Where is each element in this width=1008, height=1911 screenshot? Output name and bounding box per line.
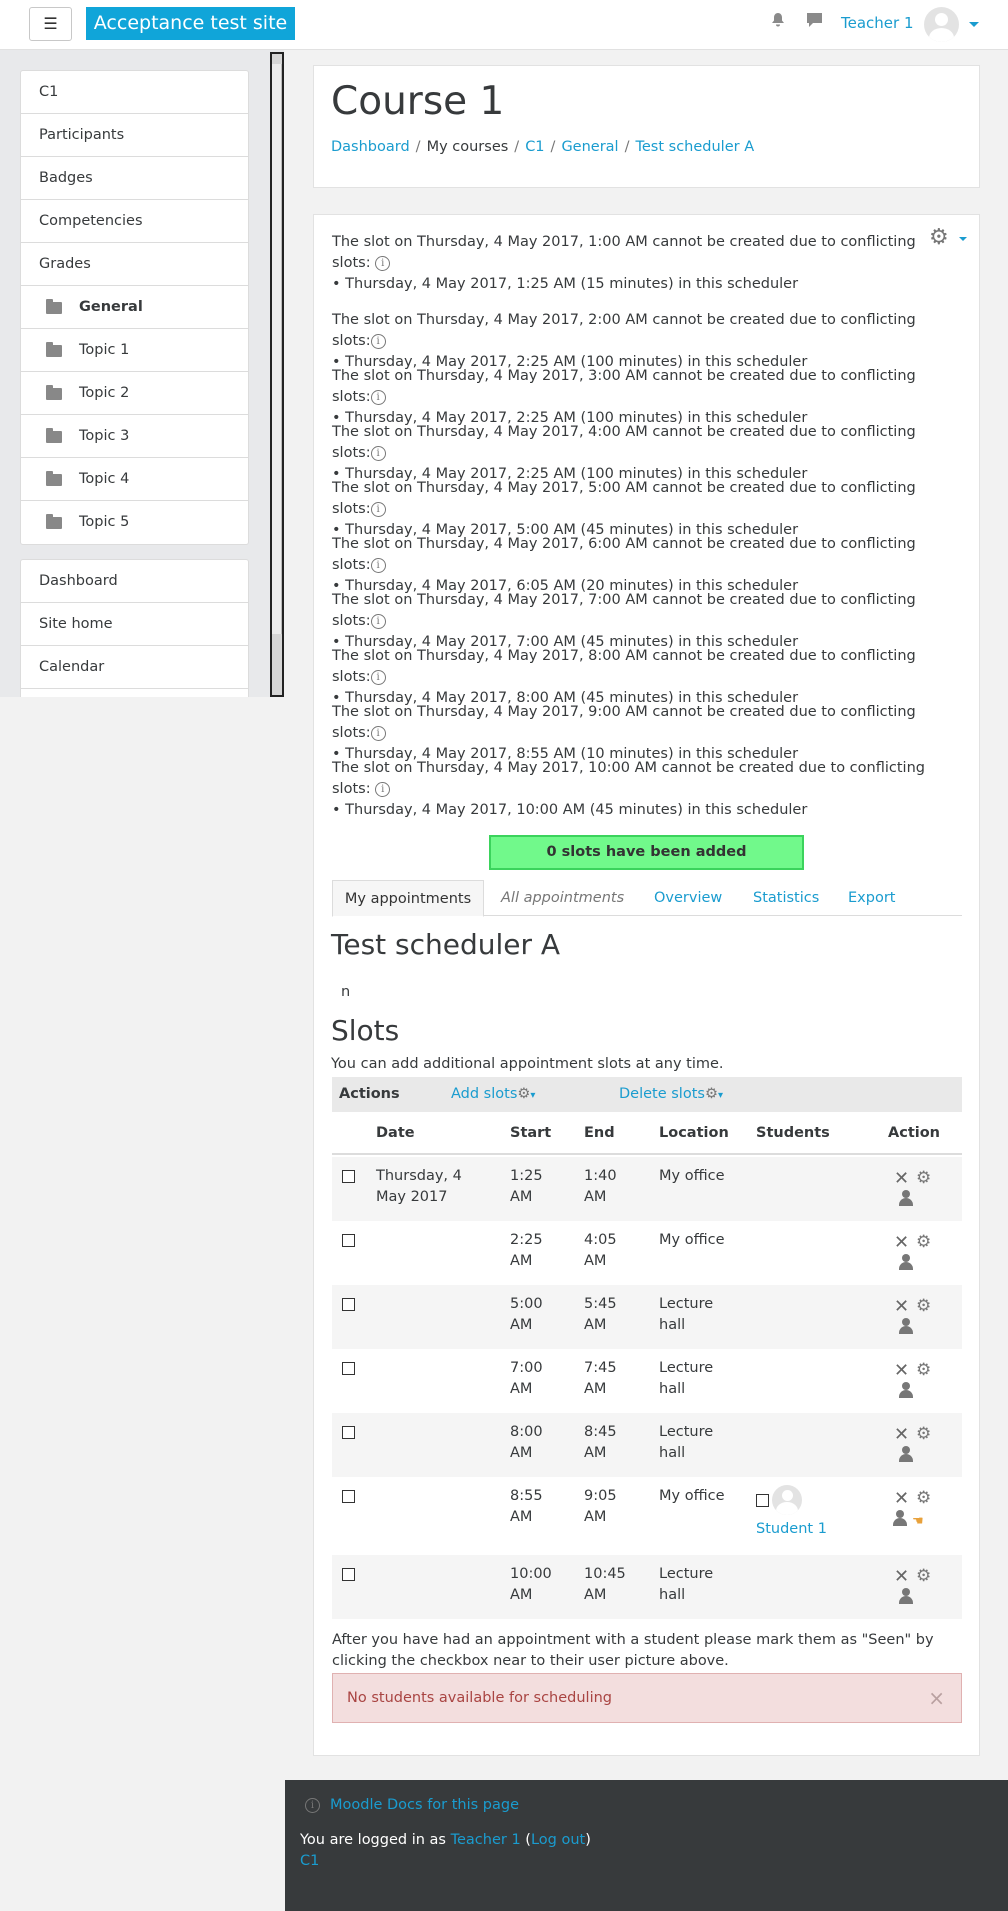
user-menu-name[interactable]: Teacher 1	[841, 14, 914, 32]
slot-checkbox[interactable]	[342, 1426, 355, 1439]
moodle-docs-link[interactable]: Moodle Docs for this page	[330, 1797, 520, 1813]
message-text: The slot on Thursday, 4 May 2017, 6:00 AM cannot be created due to conflicting slots:	[332, 536, 916, 573]
nav-item-topic-5[interactable]	[21, 501, 248, 544]
message-detail: • Thursday, 4 May 2017, 5:00 AM (45 minutes) in this scheduler	[332, 522, 799, 538]
message-detail: • Thursday, 4 May 2017, 1:25 AM (15 minutes) in this scheduler	[332, 276, 799, 292]
conflict-message	[332, 758, 952, 821]
slot-end: 7:45 AM	[584, 1360, 617, 1397]
col-start: Start	[510, 1125, 552, 1141]
slot-end: 4:05 AM	[584, 1232, 617, 1269]
slots-hint: You can add additional appointment slots at any time.	[331, 1056, 724, 1072]
message-text: The slot on Thursday, 4 May 2017, 9:00 AM cannot be created due to conflicting slots:	[332, 704, 916, 741]
assign-student-icon[interactable]	[898, 1190, 914, 1206]
info-icon[interactable]: i	[371, 390, 386, 405]
drawer-toggle-button[interactable]: ☰	[29, 7, 72, 41]
info-icon[interactable]: i	[371, 502, 386, 517]
conflict-message	[332, 366, 952, 429]
notification-icon[interactable]	[771, 12, 785, 32]
thumbs-down-icon[interactable]: ☚	[912, 1514, 924, 1529]
table-row	[332, 1221, 962, 1285]
slot-location: Lecture hall	[659, 1566, 714, 1603]
message-text: The slot on Thursday, 4 May 2017, 4:00 AM cannot be created due to conflicting slots:	[332, 424, 916, 461]
breadcrumb-dashboard[interactable]: Dashboard	[331, 139, 410, 155]
assign-student-icon[interactable]	[898, 1318, 914, 1334]
conflict-message	[332, 646, 952, 709]
site-name-link[interactable]: Acceptance test site	[86, 7, 295, 40]
slot-end: 8:45 AM	[584, 1424, 617, 1461]
slot-end: 10:45 AM	[584, 1566, 626, 1603]
breadcrumb-scheduler[interactable]: Test scheduler A	[635, 139, 755, 155]
table-row	[332, 1477, 962, 1555]
message-text: The slot on Thursday, 4 May 2017, 10:00 AM cannot be created due to conflicting slots:	[332, 760, 925, 797]
message-text: The slot on Thursday, 4 May 2017, 1:00 AM cannot be created due to conflicting slots:	[332, 234, 916, 271]
slot-location: Lecture hall	[659, 1360, 714, 1397]
success-notification: 0 slots have been added	[489, 835, 804, 870]
delete-slot-icon[interactable]: ✕	[894, 1360, 910, 1381]
actions-bar	[332, 1077, 962, 1112]
col-location: Location	[659, 1125, 729, 1141]
col-students: Students	[756, 1125, 830, 1141]
student-avatar[interactable]	[772, 1485, 802, 1515]
student-name-link[interactable]: Student 1	[756, 1521, 827, 1537]
slot-location: My office	[659, 1488, 725, 1504]
tab-overview[interactable]: Overview	[654, 890, 723, 906]
col-end: End	[584, 1125, 615, 1141]
nav-item-topic-4[interactable]	[21, 458, 248, 501]
breadcrumb: Dashboard / My courses / C1 / General / Test scheduler A	[331, 139, 755, 155]
after-appointment-note: After you have had an appointment with a student please mark them as "Seen" by clicking the checkbox near to their user picture above.	[332, 1632, 934, 1669]
table-header	[332, 1112, 962, 1155]
chevron-down-icon: ▾	[530, 1090, 536, 1101]
assign-student-icon[interactable]	[898, 1382, 914, 1398]
site-nav-block	[20, 559, 249, 697]
slot-date: Thursday, 4 May 2017	[376, 1168, 462, 1205]
info-icon[interactable]: i	[371, 446, 386, 461]
delete-slot-icon[interactable]: ✕	[894, 1566, 910, 1587]
nav-item-competencies[interactable]: Competencies	[21, 200, 248, 243]
message-detail: • Thursday, 4 May 2017, 8:55 AM (10 minutes) in this scheduler	[332, 746, 799, 762]
folder-icon	[46, 431, 62, 443]
edit-slot-gear-icon[interactable]: ⚙	[916, 1296, 932, 1316]
assign-student-icon[interactable]	[892, 1510, 908, 1526]
message-detail: • Thursday, 4 May 2017, 2:25 AM (100 minutes) in this scheduler	[332, 466, 808, 482]
scheduler-title: Test scheduler A	[331, 928, 561, 961]
tab-statistics[interactable]: Statistics	[753, 890, 820, 906]
no-students-alert	[332, 1673, 962, 1723]
message-detail: • Thursday, 4 May 2017, 2:25 AM (100 minutes) in this scheduler	[332, 354, 808, 370]
info-icon[interactable]: i	[371, 670, 386, 685]
folder-icon	[46, 474, 62, 486]
breadcrumb-my-courses: My courses	[426, 139, 509, 155]
slot-end: 5:45 AM	[584, 1296, 617, 1333]
table-row	[332, 1157, 962, 1221]
slot-end: 9:05 AM	[584, 1488, 617, 1525]
assign-student-icon[interactable]	[898, 1588, 914, 1604]
message-text: The slot on Thursday, 4 May 2017, 8:00 AM cannot be created due to conflicting slots:	[332, 648, 916, 685]
settings-gear-icon[interactable]: ⚙	[929, 225, 949, 250]
nav-item-topic-2[interactable]	[21, 372, 248, 415]
col-action: Action	[888, 1125, 941, 1141]
close-icon[interactable]: ×	[928, 1686, 945, 1710]
footer-course-link[interactable]: C1	[300, 1853, 320, 1869]
delete-slots-label: Delete slots	[619, 1086, 705, 1102]
login-info: You are logged in as Teacher 1 (Log out)	[300, 1832, 591, 1848]
alert-text: No students available for scheduling	[347, 1690, 613, 1706]
delete-slot-icon[interactable]: ✕	[894, 1296, 910, 1317]
breadcrumb-general[interactable]: General	[561, 139, 619, 155]
info-icon[interactable]: i	[371, 334, 386, 349]
page-title: Course 1	[331, 79, 505, 124]
message-detail: • Thursday, 4 May 2017, 8:00 AM (45 minutes) in this scheduler	[332, 690, 799, 706]
conflict-message	[332, 478, 952, 541]
nav-item-grades[interactable]: Grades	[21, 243, 248, 286]
conflict-message	[332, 702, 952, 765]
table-row	[332, 1349, 962, 1413]
col-date: Date	[376, 1125, 415, 1141]
edit-slot-gear-icon[interactable]: ⚙	[916, 1232, 932, 1252]
nav-item-label: Topic 4	[79, 471, 130, 487]
slot-start: 8:00 AM	[510, 1424, 543, 1461]
message-detail: • Thursday, 4 May 2017, 10:00 AM (45 minutes) in this scheduler	[332, 802, 808, 818]
slots-table	[332, 1077, 962, 1603]
nav-item-label: Topic 3	[79, 428, 130, 444]
table-row	[332, 1285, 962, 1349]
slot-end: 1:40 AM	[584, 1168, 617, 1205]
gear-icon: ⚙	[517, 1086, 531, 1102]
slot-checkbox[interactable]	[342, 1362, 355, 1375]
folder-icon	[46, 345, 62, 357]
folder-icon	[46, 388, 62, 400]
info-icon: i	[305, 1798, 320, 1813]
scrollbar-thumb[interactable]	[272, 64, 282, 634]
slot-location: Lecture hall	[659, 1296, 714, 1333]
nav-drawer	[0, 50, 284, 697]
message-text: The slot on Thursday, 4 May 2017, 7:00 AM cannot be created due to conflicting slots:	[332, 592, 916, 629]
drawer-scrollbar[interactable]	[270, 52, 284, 697]
gear-icon: ⚙	[704, 1086, 718, 1102]
edit-slot-gear-icon[interactable]: ⚙	[916, 1360, 932, 1380]
message-detail: • Thursday, 4 May 2017, 6:05 AM (20 minutes) in this scheduler	[332, 578, 799, 594]
nav-item-general[interactable]	[21, 286, 248, 329]
nav-item-dashboard[interactable]: Dashboard	[21, 560, 248, 603]
logged-in-prefix: You are logged in as	[300, 1832, 446, 1848]
user-avatar[interactable]	[924, 7, 959, 42]
nav-item-label: Topic 1	[79, 342, 130, 358]
chevron-down-icon: ▾	[717, 1090, 723, 1101]
settings-caret-icon[interactable]	[959, 237, 967, 241]
slot-location: My office	[659, 1232, 725, 1248]
slot-checkbox[interactable]	[342, 1298, 355, 1311]
slot-start: 2:25 AM	[510, 1232, 543, 1269]
edit-slot-gear-icon[interactable]: ⚙	[916, 1566, 932, 1586]
scheduler-intro: n	[341, 984, 351, 1000]
nav-item-topic-1[interactable]	[21, 329, 248, 372]
nav-item-calendar[interactable]: Calendar	[21, 646, 248, 689]
nav-item-label: General	[79, 299, 143, 315]
footer-user-link[interactable]: Teacher 1	[450, 1832, 521, 1848]
slot-start: 7:00 AM	[510, 1360, 543, 1397]
conflict-message	[332, 310, 952, 373]
info-icon[interactable]: i	[375, 256, 390, 271]
tab-my-appointments[interactable]: My appointments	[332, 880, 484, 917]
slot-checkbox[interactable]	[342, 1568, 355, 1581]
conflict-message	[332, 422, 952, 485]
slot-location: Lecture hall	[659, 1424, 714, 1461]
slot-checkbox[interactable]	[342, 1170, 355, 1183]
slot-start: 5:00 AM	[510, 1296, 543, 1333]
add-slots-menu[interactable]	[451, 1077, 535, 1113]
delete-slots-menu[interactable]	[619, 1077, 723, 1113]
edit-slot-gear-icon[interactable]: ⚙	[916, 1168, 932, 1188]
delete-slot-icon[interactable]: ✕	[894, 1488, 910, 1509]
message-text: The slot on Thursday, 4 May 2017, 5:00 AM cannot be created due to conflicting slots:	[332, 480, 916, 517]
conflict-message	[332, 590, 952, 653]
tab-export[interactable]: Export	[848, 890, 896, 906]
user-menu-caret-icon[interactable]	[969, 22, 979, 27]
nav-item-label: Topic 2	[79, 385, 130, 401]
tab-all-appointments[interactable]: All appointments	[501, 890, 625, 906]
actions-label: Actions	[339, 1086, 400, 1102]
message-text: The slot on Thursday, 4 May 2017, 3:00 AM cannot be created due to conflicting slots:	[332, 368, 916, 405]
slot-checkbox[interactable]	[342, 1234, 355, 1247]
nav-item-c1[interactable]: C1	[21, 71, 248, 114]
add-slots-label: Add slots	[451, 1086, 518, 1102]
slot-start: 8:55 AM	[510, 1488, 543, 1525]
info-icon[interactable]: i	[371, 558, 386, 573]
delete-slot-icon[interactable]: ✕	[894, 1168, 910, 1189]
delete-slot-icon[interactable]: ✕	[894, 1232, 910, 1253]
info-icon[interactable]: i	[371, 614, 386, 629]
folder-icon	[46, 517, 62, 529]
message-detail: • Thursday, 4 May 2017, 7:00 AM (45 minutes) in this scheduler	[332, 634, 799, 650]
breadcrumb-c1[interactable]: C1	[525, 139, 545, 155]
info-icon[interactable]: i	[371, 726, 386, 741]
nav-item-site-home[interactable]: Site home	[21, 603, 248, 646]
assign-student-icon[interactable]	[898, 1254, 914, 1270]
top-navbar	[0, 0, 1008, 50]
message-detail: • Thursday, 4 May 2017, 2:25 AM (100 minutes) in this scheduler	[332, 410, 808, 426]
slot-checkbox[interactable]	[342, 1490, 355, 1503]
edit-slot-gear-icon[interactable]: ⚙	[916, 1424, 932, 1444]
table-row	[332, 1413, 962, 1477]
slot-location: My office	[659, 1168, 725, 1184]
edit-slot-gear-icon[interactable]: ⚙	[916, 1488, 932, 1508]
folder-icon	[46, 302, 62, 314]
nav-item-badges[interactable]: Badges	[21, 157, 248, 200]
messages-icon[interactable]	[806, 12, 823, 32]
info-icon[interactable]: i	[375, 782, 390, 797]
slots-heading: Slots	[331, 1014, 400, 1047]
message-text: The slot on Thursday, 4 May 2017, 2:00 AM cannot be created due to conflicting slots:	[332, 312, 916, 349]
scheduler-tabs	[332, 880, 962, 916]
nav-item-participants[interactable]: Participants	[21, 114, 248, 157]
course-nav-block	[20, 70, 249, 545]
table-row	[332, 1555, 962, 1619]
nav-item-label: Topic 5	[79, 514, 130, 530]
logout-link[interactable]: Log out	[530, 1832, 586, 1848]
page-footer	[285, 1780, 1008, 1911]
delete-slot-icon[interactable]: ✕	[894, 1424, 910, 1445]
assign-student-icon[interactable]	[898, 1446, 914, 1462]
conflict-message	[332, 534, 952, 597]
slot-start: 10:00 AM	[510, 1566, 552, 1603]
slot-start: 1:25 AM	[510, 1168, 543, 1205]
conflict-message	[332, 232, 922, 295]
seen-checkbox[interactable]	[756, 1494, 769, 1507]
nav-item-topic-3[interactable]	[21, 415, 248, 458]
